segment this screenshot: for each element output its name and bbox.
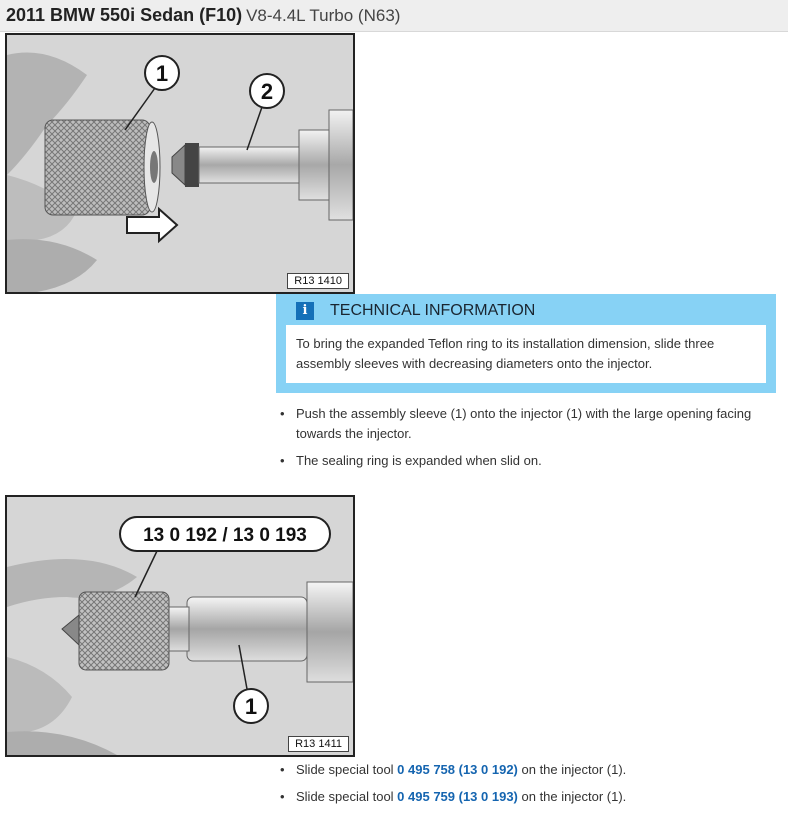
page-header xyxy=(0,0,788,32)
figure-r13-1411 xyxy=(5,495,355,757)
list-item: • Push the assembly sleeve (1) onto the injector (1) with the large opening facing towards the injector. xyxy=(278,404,768,444)
figure-r13-1410 xyxy=(5,33,355,294)
vehicle-title: 2011 BMW 550i Sedan (F10) xyxy=(6,5,243,25)
technical-information-heading xyxy=(296,302,535,320)
figure-label: R13 1411 xyxy=(288,736,349,752)
tool-label: 13 0 192 / 13 0 193 xyxy=(143,525,307,546)
technical-information-title: TECHNICAL INFORMATION xyxy=(330,302,536,319)
figure-label: R13 1410 xyxy=(287,273,349,289)
list-item: • The sealing ring is expanded when slid on. xyxy=(278,451,768,471)
info-icon: i xyxy=(296,302,314,320)
special-tool-link-0495758[interactable]: 0 495 758 (13 0 192) xyxy=(397,762,518,777)
illustration-sleeve-injector xyxy=(7,35,353,292)
technical-information-box xyxy=(276,294,776,393)
callout-1: 1 xyxy=(155,61,169,86)
list-item: • Slide special tool 0 495 759 (13 0 193) on the injector (1). xyxy=(278,787,768,807)
list-item: • Slide special tool 0 495 758 (13 0 192) on the injector (1). xyxy=(278,760,768,780)
instruction-list-1 xyxy=(278,404,768,478)
illustration-special-tool xyxy=(7,497,353,755)
instruction-list-2 xyxy=(278,760,768,814)
callout-2: 2 xyxy=(260,79,274,104)
technical-information-text: To bring the expanded Teflon ring to its installation dimension, slide three assembly sleeves with decreasing diameters onto the injector. xyxy=(286,325,766,383)
engine-subtitle: V8-4.4L Turbo (N63) xyxy=(246,6,401,25)
special-tool-link-0495759[interactable]: 0 495 759 (13 0 193) xyxy=(397,789,518,804)
callout-1: 1 xyxy=(244,694,258,719)
